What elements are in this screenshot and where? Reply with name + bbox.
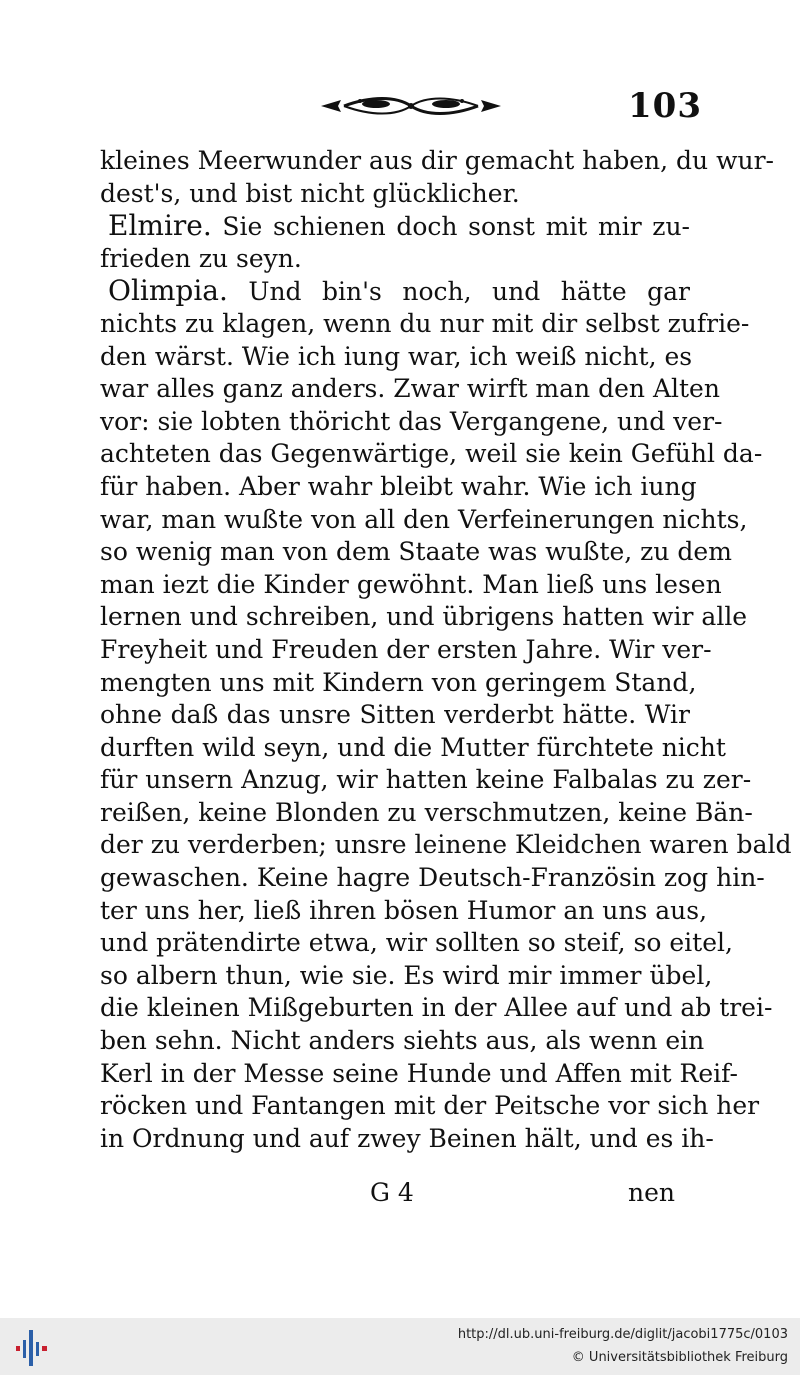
text-line [100,406,723,439]
text-line [100,308,750,341]
line-text: ben sehn. Nicht anders siehts aus, als wenn ein [100,1026,705,1056]
text-line [100,275,690,308]
line-text: und prätendirte etwa, wir sollten so steif, so eitel, [100,928,733,958]
text-line [100,438,763,471]
text-line [100,634,712,667]
line-text: mengten uns mit Kindern von geringem Stand, [100,667,697,697]
line-text: nichts zu klagen, wenn du nur mit dir selbst zufrie- [100,308,750,338]
text-line [100,1058,738,1091]
line-text: die kleinen Mißgeburten in der Allee auf und ab trei- [100,993,773,1023]
text-line [100,210,690,243]
signature-mark: G 4 [370,1178,414,1207]
page-number: 103 [628,86,702,126]
text-line [100,1123,714,1156]
text-line [100,927,733,960]
text-line [100,471,697,504]
text-line [100,829,792,862]
line-text: Kerl in der Messe seine Hunde und Affen mit Reif- [100,1058,738,1088]
line-text: ohne daß das unsre Sitten verderbt hätte. Wir [100,700,690,730]
line-text: war alles ganz anders. Zwar wirft man den Alten [100,374,720,404]
line-text: Und bin's noch, und hätte gar [248,277,690,307]
text-line [100,536,732,569]
line-text: kleines Meerwunder aus dir gemacht haben, du wur- [100,146,774,175]
text-line [100,373,720,406]
text-line [100,145,774,178]
text-line [100,1090,760,1123]
line-text: für unsern Anzug, wir hatten keine Falbalas zu zer- [100,765,752,795]
text-line [100,504,748,537]
line-text: röcken und Fantangen mit der Peitsche vor sich her [100,1091,760,1121]
text-line [100,960,713,993]
copyright-credit: © Universitätsbibliothek Freiburg [571,1350,788,1365]
speaker-name: Olimpia. [108,274,228,308]
ornament-icon [316,92,506,120]
speaker-name: Elmire. [108,209,212,243]
catchword: nen [628,1178,675,1207]
library-logo-icon[interactable] [12,1328,52,1368]
text-line [100,667,697,700]
line-text: lernen und schreiben, und übrigens hatten wir alle [100,602,748,632]
line-text: ter uns her, ließ ihren bösen Humor an uns aus, [100,895,708,925]
text-line [100,797,753,830]
line-text: vor: sie lobten thöricht das Vergangene, und ver- [100,406,723,436]
text-line [100,862,765,895]
page-footer [100,1178,675,1212]
line-text: so wenig man von dem Staate was wußte, zu dem [100,537,732,567]
text-line [100,699,690,732]
text-line [100,764,752,797]
document-url[interactable]: http://dl.ub.uni-freiburg.de/diglit/jacobi1775c/0103 [457,1327,788,1342]
text-line [100,243,690,276]
text-line [100,895,708,928]
text-line [100,178,690,211]
line-text: den wärst. Wie ich iung war, ich weiß nicht, es [100,341,693,371]
line-text: so albern thun, wie sie. Es wird mir immer übel, [100,960,713,990]
line-text: achteten das Gegenwärtige, weil sie kein Gefühl da- [100,439,763,469]
line-text: gewaschen. Keine hagre Deutsch-Französin zog hin- [100,863,765,893]
line-text: frieden zu seyn. [100,243,302,273]
line-text: der zu verderben; unsre leinene Kleidchen waren bald [100,830,792,860]
text-line [100,732,726,765]
text-line [100,1025,705,1058]
line-text: durften wild seyn, und die Mutter fürchtete nicht [100,732,726,762]
line-text: Freyheit und Freuden der ersten Jahre. Wir ver- [100,634,712,664]
text-line [100,569,722,602]
line-text: in Ordnung und auf zwey Beinen hält, und es ih- [100,1123,714,1153]
text-line [100,992,773,1025]
line-text: Sie schienen doch sonst mit mir zu- [222,212,690,242]
text-line [100,601,748,634]
line-text: für haben. Aber wahr bleibt wahr. Wie ich iung [100,471,697,501]
body-text [100,145,792,1155]
line-text: war, man wußte von all den Verfeinerungen nichts, [100,504,748,534]
line-text: dest's, und bist nicht glücklicher. [100,178,520,208]
viewer-footer-bar [0,1318,800,1375]
text-line [100,341,693,374]
line-text: reißen, keine Blonden zu verschmutzen, keine Bän- [100,797,753,827]
line-text: man iezt die Kinder gewöhnt. Man ließ uns lesen [100,569,722,599]
